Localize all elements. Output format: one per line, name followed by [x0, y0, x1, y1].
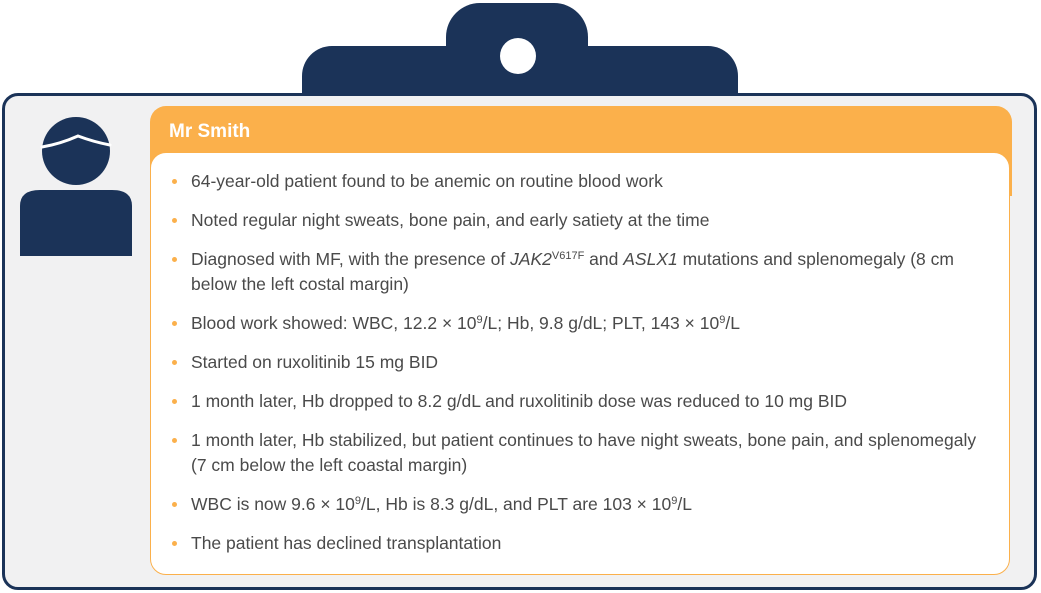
list-item: Started on ruxolitinib 15 mg BID: [169, 350, 989, 375]
list-item: Blood work showed: WBC, $12.2 \times 10^9/L$; Hb, 9.8 g/dL; PLT, $143 \times 10^9/L$: [169, 311, 989, 336]
patient-name: Mr Smith: [169, 121, 251, 142]
person-avatar-icon: [20, 114, 132, 256]
list-item: 64-year-old patient found to be anemic on routine blood work: [169, 169, 989, 194]
list-item: Noted regular night sweats, bone pain, and early satiety at the time: [169, 208, 989, 233]
clipboard-clip-hole: [500, 38, 536, 74]
patient-history-list: [169, 169, 989, 570]
list-item: 1 month later, Hb stabilized, but patient continues to have night sweats, bone pain, and splenomegaly (7 cm below the left coastal margin): [169, 428, 989, 478]
list-item: 1 month later, Hb dropped to 8.2 g/dL and ruxolitinib dose was reduced to 10 mg BID: [169, 389, 989, 414]
list-item: The patient has declined transplantation: [169, 531, 989, 556]
list-item: WBC is now $9.6 \times 10^9/L$, Hb is 8.3 g/dL, and PLT are $103 \times 10^9/L$: [169, 492, 989, 517]
list-item: Diagnosed with MF, with the presence of $JAK2^{V617F}$ and ASLX1 mutations and splenomegaly (8 cm below the left costal margin): [169, 247, 989, 297]
